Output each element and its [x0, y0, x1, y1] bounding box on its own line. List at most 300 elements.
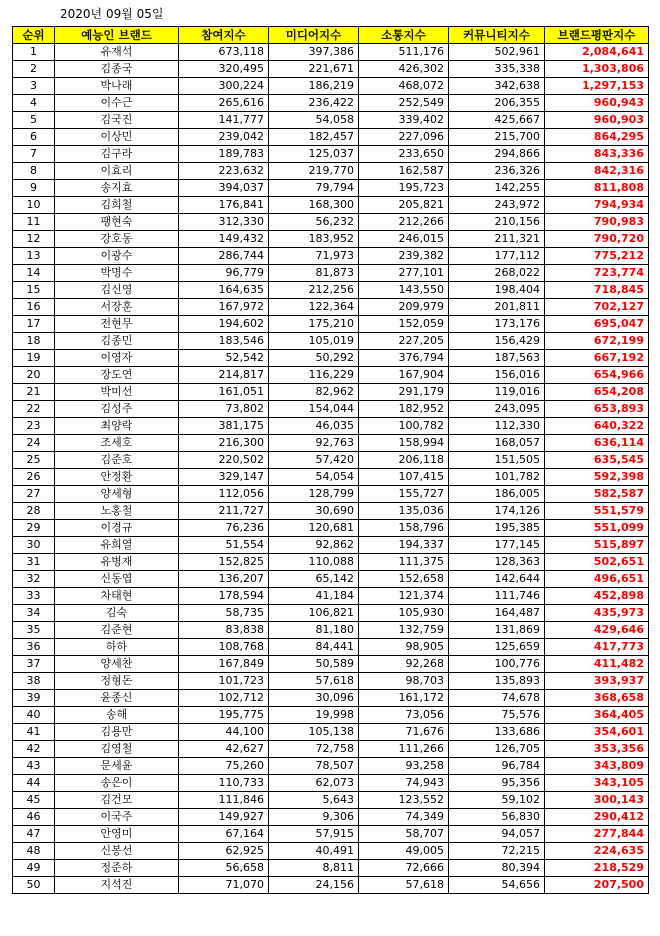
brand-reputation-index-cell: 718,845 [545, 282, 649, 299]
communication-index-cell: 206,118 [359, 452, 449, 469]
participation-index-cell: 108,768 [179, 639, 269, 656]
community-index-cell: 268,022 [449, 265, 545, 282]
media-index-cell: 154,044 [269, 401, 359, 418]
brand-name-cell: 김희철 [55, 197, 179, 214]
communication-index-cell: 93,258 [359, 758, 449, 775]
table-row [13, 554, 649, 571]
rank-cell: 2 [13, 61, 55, 78]
rank-cell: 40 [13, 707, 55, 724]
table-row [13, 129, 649, 146]
participation-index-cell: 51,554 [179, 537, 269, 554]
table-row [13, 299, 649, 316]
communication-index-cell: 152,658 [359, 571, 449, 588]
media-index-cell: 24,156 [269, 877, 359, 894]
rank-cell: 43 [13, 758, 55, 775]
rank-cell: 29 [13, 520, 55, 537]
brand-reputation-index-cell: 393,937 [545, 673, 649, 690]
communication-index-cell: 195,723 [359, 180, 449, 197]
community-index-cell: 177,145 [449, 537, 545, 554]
participation-index-cell: 101,723 [179, 673, 269, 690]
brand-reputation-index-cell: 790,983 [545, 214, 649, 231]
communication-index-cell: 246,015 [359, 231, 449, 248]
brand-name-cell: 안영미 [55, 826, 179, 843]
table-row [13, 350, 649, 367]
table-row [13, 588, 649, 605]
community-index-cell: 135,893 [449, 673, 545, 690]
participation-index-cell: 211,727 [179, 503, 269, 520]
brand-name-cell: 신동엽 [55, 571, 179, 588]
communication-index-cell: 123,552 [359, 792, 449, 809]
media-index-cell: 5,643 [269, 792, 359, 809]
communication-index-cell: 111,266 [359, 741, 449, 758]
participation-index-cell: 329,147 [179, 469, 269, 486]
brand-name-cell: 김구라 [55, 146, 179, 163]
brand-name-cell: 문세윤 [55, 758, 179, 775]
community-index-cell: 75,576 [449, 707, 545, 724]
participation-index-cell: 214,817 [179, 367, 269, 384]
community-index-cell: 294,866 [449, 146, 545, 163]
participation-index-cell: 394,037 [179, 180, 269, 197]
header-row [13, 27, 649, 44]
communication-index-cell: 209,979 [359, 299, 449, 316]
brand-reputation-index-cell: 364,405 [545, 707, 649, 724]
media-index-cell: 82,962 [269, 384, 359, 401]
rank-cell: 13 [13, 248, 55, 265]
participation-index-cell: 71,070 [179, 877, 269, 894]
header-participation-index: 참여지수 [179, 27, 269, 44]
participation-index-cell: 194,602 [179, 316, 269, 333]
brand-name-cell: 김준현 [55, 622, 179, 639]
brand-reputation-index-cell: 1,297,153 [545, 78, 649, 95]
table-row [13, 843, 649, 860]
table-row [13, 78, 649, 95]
community-index-cell: 210,156 [449, 214, 545, 231]
participation-index-cell: 161,051 [179, 384, 269, 401]
brand-name-cell: 유재석 [55, 44, 179, 61]
participation-index-cell: 673,118 [179, 44, 269, 61]
communication-index-cell: 194,337 [359, 537, 449, 554]
brand-name-cell: 안정환 [55, 469, 179, 486]
media-index-cell: 105,019 [269, 333, 359, 350]
brand-name-cell: 팽현숙 [55, 214, 179, 231]
participation-index-cell: 320,495 [179, 61, 269, 78]
rank-cell: 36 [13, 639, 55, 656]
communication-index-cell: 227,205 [359, 333, 449, 350]
table-row [13, 265, 649, 282]
rank-cell: 39 [13, 690, 55, 707]
participation-index-cell: 141,777 [179, 112, 269, 129]
table-row [13, 775, 649, 792]
media-index-cell: 219,770 [269, 163, 359, 180]
participation-index-cell: 178,594 [179, 588, 269, 605]
brand-reputation-index-cell: 515,897 [545, 537, 649, 554]
media-index-cell: 236,422 [269, 95, 359, 112]
media-index-cell: 50,589 [269, 656, 359, 673]
community-index-cell: 128,363 [449, 554, 545, 571]
brand-name-cell: 김준호 [55, 452, 179, 469]
table-row [13, 146, 649, 163]
community-index-cell: 126,705 [449, 741, 545, 758]
participation-index-cell: 149,927 [179, 809, 269, 826]
community-index-cell: 119,016 [449, 384, 545, 401]
participation-index-cell: 136,207 [179, 571, 269, 588]
table-row [13, 503, 649, 520]
brand-reputation-index-cell: 207,500 [545, 877, 649, 894]
community-index-cell: 243,095 [449, 401, 545, 418]
brand-reputation-table [12, 26, 649, 894]
rank-cell: 34 [13, 605, 55, 622]
community-index-cell: 125,659 [449, 639, 545, 656]
community-index-cell: 243,972 [449, 197, 545, 214]
communication-index-cell: 57,618 [359, 877, 449, 894]
media-index-cell: 65,142 [269, 571, 359, 588]
brand-name-cell: 이국주 [55, 809, 179, 826]
communication-index-cell: 72,666 [359, 860, 449, 877]
brand-name-cell: 송은이 [55, 775, 179, 792]
brand-reputation-index-cell: 667,192 [545, 350, 649, 367]
media-index-cell: 62,073 [269, 775, 359, 792]
brand-reputation-index-cell: 775,212 [545, 248, 649, 265]
media-index-cell: 186,219 [269, 78, 359, 95]
media-index-cell: 212,256 [269, 282, 359, 299]
communication-index-cell: 98,905 [359, 639, 449, 656]
brand-name-cell: 이광수 [55, 248, 179, 265]
rank-cell: 18 [13, 333, 55, 350]
media-index-cell: 105,138 [269, 724, 359, 741]
media-index-cell: 54,058 [269, 112, 359, 129]
brand-name-cell: 이수근 [55, 95, 179, 112]
communication-index-cell: 182,952 [359, 401, 449, 418]
rank-cell: 41 [13, 724, 55, 741]
participation-index-cell: 381,175 [179, 418, 269, 435]
table-row [13, 435, 649, 452]
participation-index-cell: 58,735 [179, 605, 269, 622]
media-index-cell: 57,915 [269, 826, 359, 843]
rank-cell: 1 [13, 44, 55, 61]
community-index-cell: 502,961 [449, 44, 545, 61]
communication-index-cell: 73,056 [359, 707, 449, 724]
communication-index-cell: 155,727 [359, 486, 449, 503]
header-brand-name: 예능인 브랜드 [55, 27, 179, 44]
rank-cell: 31 [13, 554, 55, 571]
table-row [13, 384, 649, 401]
media-index-cell: 40,491 [269, 843, 359, 860]
community-index-cell: 174,126 [449, 503, 545, 520]
table-row [13, 112, 649, 129]
media-index-cell: 110,088 [269, 554, 359, 571]
brand-name-cell: 이상민 [55, 129, 179, 146]
brand-reputation-index-cell: 635,545 [545, 452, 649, 469]
communication-index-cell: 376,794 [359, 350, 449, 367]
community-index-cell: 168,057 [449, 435, 545, 452]
brand-name-cell: 김종국 [55, 61, 179, 78]
community-index-cell: 151,505 [449, 452, 545, 469]
header-community-index: 커뮤니티지수 [449, 27, 545, 44]
participation-index-cell: 164,635 [179, 282, 269, 299]
community-index-cell: 186,005 [449, 486, 545, 503]
rank-cell: 48 [13, 843, 55, 860]
table-row [13, 486, 649, 503]
rank-cell: 23 [13, 418, 55, 435]
table-row [13, 316, 649, 333]
community-index-cell: 101,782 [449, 469, 545, 486]
participation-index-cell: 102,712 [179, 690, 269, 707]
brand-name-cell: 전현무 [55, 316, 179, 333]
table-row [13, 673, 649, 690]
participation-index-cell: 223,632 [179, 163, 269, 180]
table-row [13, 520, 649, 537]
community-index-cell: 425,667 [449, 112, 545, 129]
brand-reputation-index-cell: 343,105 [545, 775, 649, 792]
rank-cell: 16 [13, 299, 55, 316]
rank-cell: 32 [13, 571, 55, 588]
participation-index-cell: 152,825 [179, 554, 269, 571]
community-index-cell: 164,487 [449, 605, 545, 622]
brand-reputation-index-cell: 723,774 [545, 265, 649, 282]
brand-reputation-index-cell: 582,587 [545, 486, 649, 503]
rank-cell: 20 [13, 367, 55, 384]
header-communication-index: 소통지수 [359, 27, 449, 44]
brand-reputation-index-cell: 695,047 [545, 316, 649, 333]
media-index-cell: 41,184 [269, 588, 359, 605]
participation-index-cell: 216,300 [179, 435, 269, 452]
participation-index-cell: 300,224 [179, 78, 269, 95]
media-index-cell: 125,037 [269, 146, 359, 163]
brand-reputation-index-cell: 353,356 [545, 741, 649, 758]
communication-index-cell: 339,402 [359, 112, 449, 129]
rank-cell: 30 [13, 537, 55, 554]
participation-index-cell: 52,542 [179, 350, 269, 367]
community-index-cell: 142,644 [449, 571, 545, 588]
communication-index-cell: 252,549 [359, 95, 449, 112]
participation-index-cell: 110,733 [179, 775, 269, 792]
brand-reputation-index-cell: 290,412 [545, 809, 649, 826]
community-index-cell: 173,176 [449, 316, 545, 333]
rank-cell: 9 [13, 180, 55, 197]
brand-name-cell: 김종민 [55, 333, 179, 350]
brand-reputation-index-cell: 354,601 [545, 724, 649, 741]
table-row [13, 248, 649, 265]
media-index-cell: 81,873 [269, 265, 359, 282]
brand-reputation-index-cell: 1,303,806 [545, 61, 649, 78]
community-index-cell: 215,700 [449, 129, 545, 146]
brand-reputation-index-cell: 224,635 [545, 843, 649, 860]
media-index-cell: 81,180 [269, 622, 359, 639]
media-index-cell: 221,671 [269, 61, 359, 78]
brand-name-cell: 장도연 [55, 367, 179, 384]
communication-index-cell: 98,703 [359, 673, 449, 690]
rank-cell: 37 [13, 656, 55, 673]
rank-cell: 50 [13, 877, 55, 894]
brand-name-cell: 정형돈 [55, 673, 179, 690]
media-index-cell: 78,507 [269, 758, 359, 775]
rank-cell: 38 [13, 673, 55, 690]
brand-name-cell: 김건모 [55, 792, 179, 809]
communication-index-cell: 143,550 [359, 282, 449, 299]
participation-index-cell: 195,775 [179, 707, 269, 724]
brand-name-cell: 신봉선 [55, 843, 179, 860]
communication-index-cell: 58,707 [359, 826, 449, 843]
rank-cell: 6 [13, 129, 55, 146]
brand-name-cell: 이효리 [55, 163, 179, 180]
header-rank: 순위 [13, 27, 55, 44]
community-index-cell: 80,394 [449, 860, 545, 877]
community-index-cell: 236,326 [449, 163, 545, 180]
brand-name-cell: 박나래 [55, 78, 179, 95]
table-row [13, 61, 649, 78]
brand-reputation-index-cell: 343,809 [545, 758, 649, 775]
rank-cell: 11 [13, 214, 55, 231]
brand-reputation-index-cell: 592,398 [545, 469, 649, 486]
brand-name-cell: 김용만 [55, 724, 179, 741]
participation-index-cell: 265,616 [179, 95, 269, 112]
communication-index-cell: 291,179 [359, 384, 449, 401]
participation-index-cell: 176,841 [179, 197, 269, 214]
rank-cell: 35 [13, 622, 55, 639]
media-index-cell: 183,952 [269, 231, 359, 248]
table-row [13, 639, 649, 656]
table-row [13, 741, 649, 758]
rank-cell: 15 [13, 282, 55, 299]
community-index-cell: 112,330 [449, 418, 545, 435]
media-index-cell: 19,998 [269, 707, 359, 724]
brand-reputation-index-cell: 435,973 [545, 605, 649, 622]
table-row [13, 690, 649, 707]
community-index-cell: 195,385 [449, 520, 545, 537]
rank-cell: 21 [13, 384, 55, 401]
communication-index-cell: 167,904 [359, 367, 449, 384]
participation-index-cell: 112,056 [179, 486, 269, 503]
brand-reputation-index-cell: 654,966 [545, 367, 649, 384]
communication-index-cell: 71,676 [359, 724, 449, 741]
participation-index-cell: 44,100 [179, 724, 269, 741]
table-row [13, 401, 649, 418]
media-index-cell: 116,229 [269, 367, 359, 384]
communication-index-cell: 132,759 [359, 622, 449, 639]
brand-reputation-index-cell: 843,336 [545, 146, 649, 163]
media-index-cell: 54,054 [269, 469, 359, 486]
brand-name-cell: 김영철 [55, 741, 179, 758]
brand-reputation-index-cell: 300,143 [545, 792, 649, 809]
rank-cell: 42 [13, 741, 55, 758]
brand-name-cell: 박명수 [55, 265, 179, 282]
communication-index-cell: 233,650 [359, 146, 449, 163]
community-index-cell: 59,102 [449, 792, 545, 809]
brand-reputation-index-cell: 960,943 [545, 95, 649, 112]
community-index-cell: 95,356 [449, 775, 545, 792]
media-index-cell: 50,292 [269, 350, 359, 367]
table-row [13, 809, 649, 826]
rank-cell: 47 [13, 826, 55, 843]
communication-index-cell: 158,796 [359, 520, 449, 537]
media-index-cell: 30,096 [269, 690, 359, 707]
participation-index-cell: 183,546 [179, 333, 269, 350]
brand-name-cell: 윤종신 [55, 690, 179, 707]
communication-index-cell: 74,943 [359, 775, 449, 792]
communication-index-cell: 49,005 [359, 843, 449, 860]
community-index-cell: 156,429 [449, 333, 545, 350]
rank-cell: 17 [13, 316, 55, 333]
media-index-cell: 168,300 [269, 197, 359, 214]
header-media-index: 미디어지수 [269, 27, 359, 44]
communication-index-cell: 74,349 [359, 809, 449, 826]
media-index-cell: 72,758 [269, 741, 359, 758]
community-index-cell: 56,830 [449, 809, 545, 826]
rank-cell: 4 [13, 95, 55, 112]
community-index-cell: 131,869 [449, 622, 545, 639]
media-index-cell: 8,811 [269, 860, 359, 877]
communication-index-cell: 152,059 [359, 316, 449, 333]
table-row [13, 180, 649, 197]
community-index-cell: 74,678 [449, 690, 545, 707]
rank-cell: 28 [13, 503, 55, 520]
communication-index-cell: 468,072 [359, 78, 449, 95]
communication-index-cell: 135,036 [359, 503, 449, 520]
table-row [13, 724, 649, 741]
communication-index-cell: 511,176 [359, 44, 449, 61]
media-index-cell: 46,035 [269, 418, 359, 435]
brand-reputation-index-cell: 496,651 [545, 571, 649, 588]
brand-reputation-index-cell: 790,720 [545, 231, 649, 248]
community-index-cell: 206,355 [449, 95, 545, 112]
brand-reputation-index-cell: 653,893 [545, 401, 649, 418]
brand-name-cell: 차태현 [55, 588, 179, 605]
media-index-cell: 397,386 [269, 44, 359, 61]
media-index-cell: 120,681 [269, 520, 359, 537]
brand-name-cell: 송지효 [55, 180, 179, 197]
participation-index-cell: 76,236 [179, 520, 269, 537]
communication-index-cell: 121,374 [359, 588, 449, 605]
participation-index-cell: 42,627 [179, 741, 269, 758]
brand-name-cell: 김국진 [55, 112, 179, 129]
rank-cell: 46 [13, 809, 55, 826]
brand-name-cell: 이영자 [55, 350, 179, 367]
communication-index-cell: 239,382 [359, 248, 449, 265]
brand-name-cell: 양세형 [55, 486, 179, 503]
participation-index-cell: 149,432 [179, 231, 269, 248]
table-row [13, 605, 649, 622]
community-index-cell: 198,404 [449, 282, 545, 299]
community-index-cell: 142,255 [449, 180, 545, 197]
media-index-cell: 84,441 [269, 639, 359, 656]
brand-name-cell: 유병재 [55, 554, 179, 571]
media-index-cell: 106,821 [269, 605, 359, 622]
table-row [13, 537, 649, 554]
communication-index-cell: 205,821 [359, 197, 449, 214]
table-row [13, 333, 649, 350]
rank-cell: 45 [13, 792, 55, 809]
table-row [13, 622, 649, 639]
brand-reputation-index-cell: 551,579 [545, 503, 649, 520]
rank-cell: 27 [13, 486, 55, 503]
participation-index-cell: 62,925 [179, 843, 269, 860]
media-index-cell: 122,364 [269, 299, 359, 316]
table-row [13, 707, 649, 724]
rank-cell: 22 [13, 401, 55, 418]
brand-name-cell: 유희열 [55, 537, 179, 554]
participation-index-cell: 73,802 [179, 401, 269, 418]
brand-reputation-index-cell: 702,127 [545, 299, 649, 316]
participation-index-cell: 96,779 [179, 265, 269, 282]
community-index-cell: 156,016 [449, 367, 545, 384]
brand-reputation-index-cell: 960,903 [545, 112, 649, 129]
brand-name-cell: 이경규 [55, 520, 179, 537]
media-index-cell: 182,457 [269, 129, 359, 146]
brand-name-cell: 최양락 [55, 418, 179, 435]
table-row [13, 367, 649, 384]
table-row [13, 95, 649, 112]
table-row [13, 163, 649, 180]
